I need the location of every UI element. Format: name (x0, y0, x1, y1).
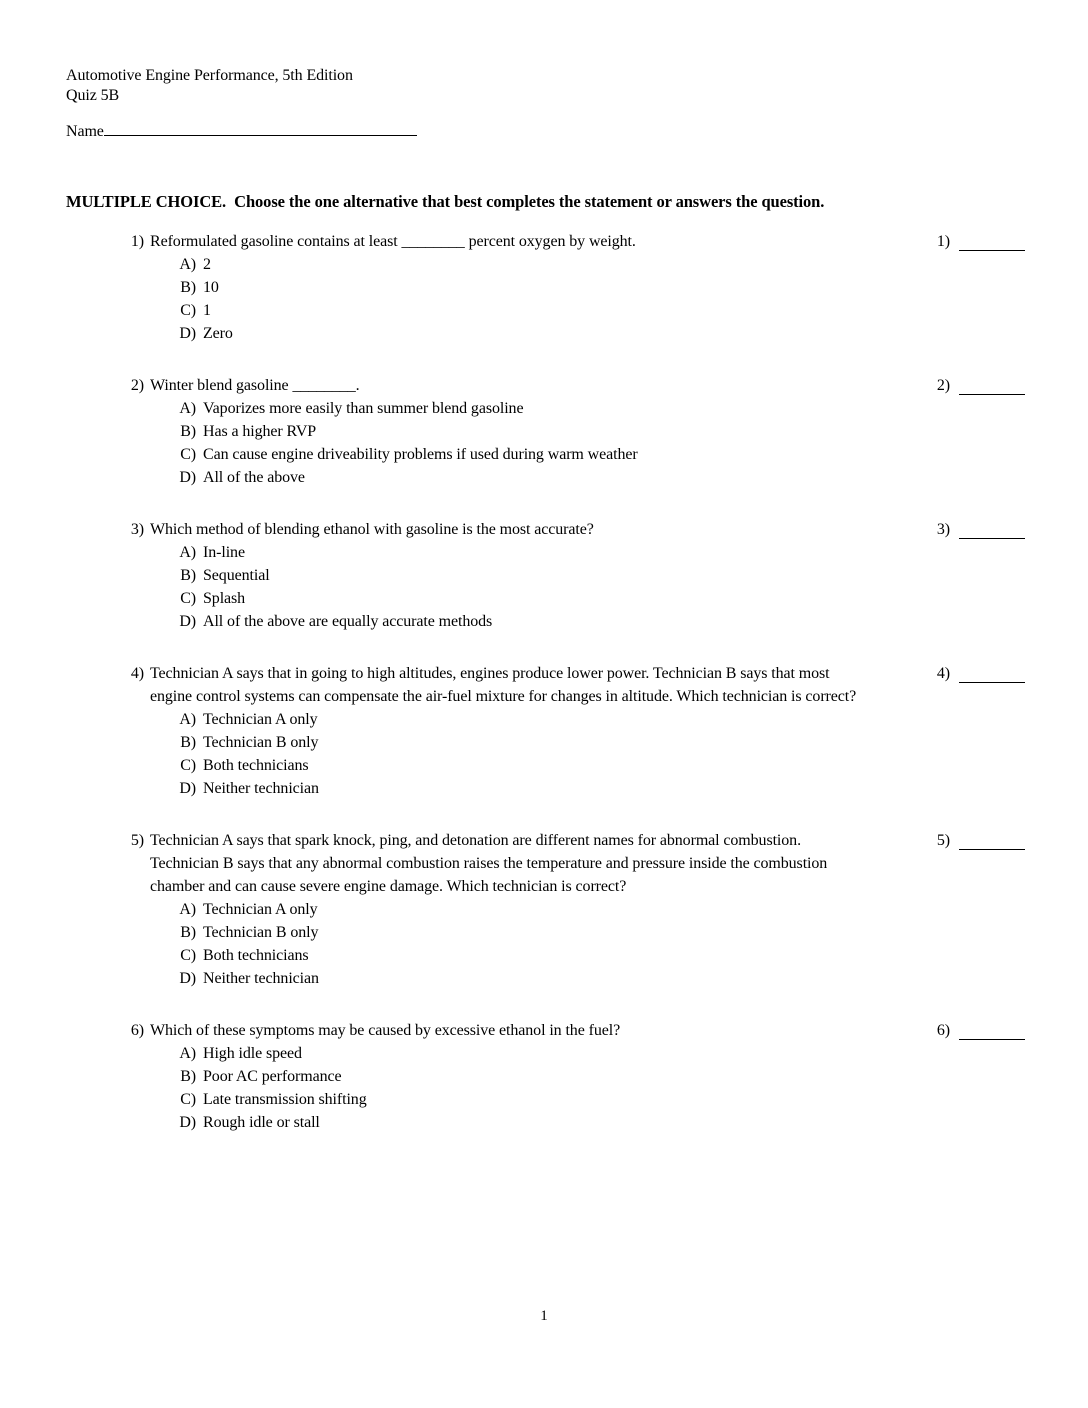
answer-option (126, 967, 923, 990)
option-letter: B) (180, 734, 196, 751)
answer-area (923, 374, 1025, 489)
answer-number: 4) (936, 665, 950, 682)
option-text: Has a higher RVP (203, 423, 317, 440)
quiz-number: Quiz 5B (66, 87, 120, 104)
answer-area (923, 829, 1025, 990)
answer-option (126, 944, 923, 967)
name-label: Name (66, 123, 104, 140)
option-text: 1 (203, 302, 211, 319)
option-letter: D) (179, 325, 196, 342)
question-stem-row (126, 829, 923, 898)
option-letter: C) (180, 590, 196, 607)
option-text: All of the above (203, 469, 305, 486)
option-text: 2 (203, 256, 211, 273)
answer-option (126, 1111, 923, 1134)
answer-blank-line[interactable] (959, 667, 1025, 683)
option-text: All of the above are equally accurate methods (203, 613, 493, 630)
option-letter: C) (180, 947, 196, 964)
answer-option (126, 466, 923, 489)
option-list (126, 1042, 923, 1134)
answer-blank-line[interactable] (959, 523, 1025, 539)
answer-option (126, 1065, 923, 1088)
answer-number: 6) (936, 1022, 950, 1039)
answer-number: 3) (936, 521, 950, 538)
question-text: Which method of blending ethanol with gasoline is the most accurate? (150, 521, 594, 538)
answer-area (923, 662, 1025, 800)
question-body (126, 662, 923, 800)
answer-option (126, 443, 923, 466)
option-letter: D) (179, 1114, 196, 1131)
option-text: Rough idle or stall (203, 1114, 320, 1131)
question-body (126, 230, 923, 345)
option-letter: B) (180, 567, 196, 584)
answer-option (126, 708, 923, 731)
option-text: Technician A only (203, 901, 318, 918)
answer-area (923, 230, 1025, 345)
question-number: 4) (130, 665, 144, 682)
option-list (126, 708, 923, 800)
answer-area (923, 518, 1025, 633)
answer-blank-line[interactable] (959, 235, 1025, 251)
option-text: High idle speed (203, 1045, 302, 1062)
question-list (66, 230, 1025, 1134)
name-row (66, 120, 1025, 143)
question-text: Reformulated gasoline contains at least ________ percent oxygen by weight. (150, 233, 636, 250)
page-header (66, 66, 1025, 143)
answer-blank-line[interactable] (959, 1024, 1025, 1040)
answer-number: 2) (936, 377, 950, 394)
option-letter: C) (180, 302, 196, 319)
question-number: 6) (130, 1022, 144, 1039)
option-letter: C) (180, 1091, 196, 1108)
option-letter: D) (179, 613, 196, 630)
option-letter: A) (179, 400, 196, 417)
option-letter: C) (180, 757, 196, 774)
answer-option (126, 276, 923, 299)
document-title: Automotive Engine Performance, 5th Edition (66, 67, 353, 84)
answer-option (126, 777, 923, 800)
question-stem-row (126, 1019, 923, 1042)
option-text: Both technicians (203, 757, 309, 774)
question-text: Technician A says that in going to high altitudes, engines produce lower power. Technician B says that most engine control systems can compensate the air-fuel mixture for changes in altitude. Which technician is correct? (150, 665, 857, 705)
answer-option (126, 420, 923, 443)
option-letter: A) (179, 1045, 196, 1062)
question-stem-row (126, 374, 923, 397)
option-text: Sequential (203, 567, 270, 584)
question (66, 374, 1025, 489)
question-number: 3) (130, 521, 144, 538)
answer-blank-line[interactable] (959, 379, 1025, 395)
option-list (126, 898, 923, 990)
answer-number: 1) (936, 233, 950, 250)
answer-option (126, 921, 923, 944)
answer-number: 5) (936, 832, 950, 849)
option-text: Both technicians (203, 947, 309, 964)
answer-option (126, 541, 923, 564)
answer-option (126, 253, 923, 276)
answer-option (126, 754, 923, 777)
answer-option (126, 610, 923, 633)
question-text: Winter blend gasoline ________. (150, 377, 360, 394)
option-text: Neither technician (203, 780, 319, 797)
question-body (126, 374, 923, 489)
answer-area (923, 1019, 1025, 1134)
page-number: 1 (540, 1308, 548, 1324)
option-letter: D) (179, 469, 196, 486)
question-stem-row (126, 518, 923, 541)
name-input-line[interactable] (104, 120, 417, 136)
option-text: Technician B only (203, 734, 319, 751)
question-text: Which of these symptoms may be caused by excessive ethanol in the fuel? (150, 1022, 621, 1039)
answer-option (126, 397, 923, 420)
answer-blank-line[interactable] (959, 834, 1025, 850)
section-heading: MULTIPLE CHOICE. Choose the one alternative that best completes the statement or answers the question. (66, 192, 825, 211)
option-letter: B) (180, 1068, 196, 1085)
answer-option (126, 898, 923, 921)
option-letter: D) (179, 780, 196, 797)
answer-option (126, 322, 923, 345)
option-text: 10 (203, 279, 219, 296)
question (66, 829, 1025, 990)
question-stem-row (126, 230, 923, 253)
answer-option (126, 564, 923, 587)
question-body (126, 1019, 923, 1134)
option-letter: A) (179, 711, 196, 728)
question-body (126, 829, 923, 990)
option-list (126, 253, 923, 345)
answer-option (126, 1088, 923, 1111)
option-letter: A) (179, 901, 196, 918)
question (66, 230, 1025, 345)
question-number: 2) (130, 377, 144, 394)
option-text: Zero (203, 325, 233, 342)
option-text: Technician B only (203, 924, 319, 941)
answer-option (126, 731, 923, 754)
option-letter: B) (180, 279, 196, 296)
answer-option (126, 1042, 923, 1065)
option-text: Splash (203, 590, 246, 607)
question-text: Technician A says that spark knock, ping, and detonation are different names for abnormal combustion. Technician B says that any abnormal combustion raises the temperature and pressure inside the combustion chamber and can cause severe engine damage. Which technician is correct? (150, 832, 828, 895)
option-list (126, 397, 923, 489)
option-text: Poor AC performance (203, 1068, 342, 1085)
question-number: 1) (130, 233, 144, 250)
option-text: Can cause engine driveability problems if used during warm weather (203, 446, 638, 463)
option-text: In-line (203, 544, 245, 561)
option-letter: B) (180, 423, 196, 440)
option-letter: C) (180, 446, 196, 463)
option-text: Neither technician (203, 970, 319, 987)
option-letter: B) (180, 924, 196, 941)
question (66, 1019, 1025, 1134)
answer-option (126, 587, 923, 610)
option-text: Vaporizes more easily than summer blend gasoline (203, 400, 524, 417)
question (66, 662, 1025, 800)
question-number: 5) (130, 832, 144, 849)
option-letter: A) (179, 544, 196, 561)
option-text: Technician A only (203, 711, 318, 728)
option-text: Late transmission shifting (203, 1091, 367, 1108)
answer-option (126, 299, 923, 322)
option-letter: D) (179, 970, 196, 987)
option-letter: A) (179, 256, 196, 273)
question (66, 518, 1025, 633)
question-body (126, 518, 923, 633)
question-stem-row (126, 662, 923, 708)
option-list (126, 541, 923, 633)
